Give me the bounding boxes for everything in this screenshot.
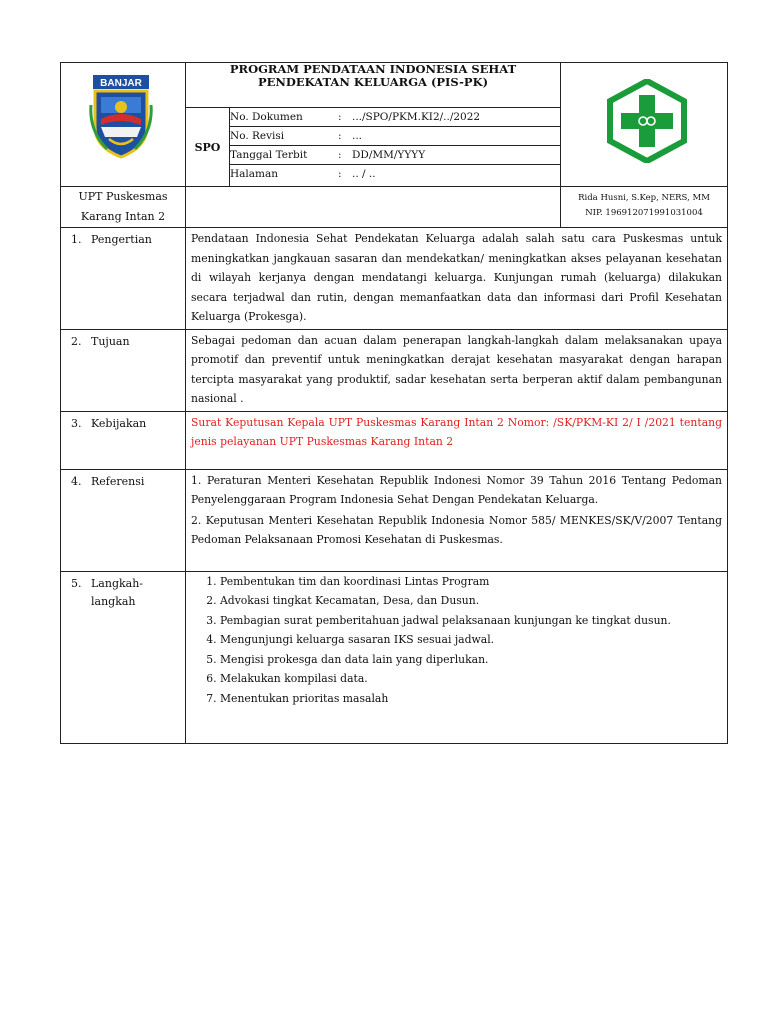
signature-space [186,187,561,228]
unit-name-cell [61,187,186,228]
section-number: 1. [71,233,82,246]
meta-key: Tanggal Terbit [230,146,338,165]
meta-separator: : [338,146,352,165]
section-title: Pengertian [91,233,152,246]
section-tujuan [61,329,728,411]
step-item: 3. Pembagian surat pemberitahuan jadwal pelaksanaan kunjungan ke tingkat dusun. [220,611,722,631]
section-number: 3. [71,416,82,430]
tujuan-text: Sebagai pedoman dan acuan dalam penerapan langkah-langkah dalam melaksanakan upaya promotif dan preventif untuk meningkatkan derajat kesehatan masyarakat dengan harapan tercipta masyarakat yang produktif, sadar kesehatan serta berperan aktif dalam pembangunan nasional . [186,329,728,411]
unit-line-2: Karang Intan 2 [80,210,166,223]
meta-value: DD/MM/YYYY [352,146,560,165]
spo-label: SPO [186,108,230,187]
section-referensi [61,469,728,571]
meta-row-revision [230,127,560,146]
section-kebijakan [61,411,728,469]
meta-row-doc-number [230,108,560,127]
meta-key: Halaman [230,165,338,184]
step-item: 4. Mengunjungi keluarga sasaran IKS sesuai jadwal. [220,630,722,650]
section-label [61,469,186,571]
emblem-text: BANJAR [100,78,142,89]
section-label [61,329,186,411]
section-number: 2. [71,334,82,348]
meta-key: No. Revisi [230,127,338,146]
referensi-item: 2. Keputusan Menteri Kesehatan Republik Indonesia Nomor 585/ MENKES/SK/V/2007 Tentang Pedoman Pelaksanaan Promosi Kesehatan di Puskesmas. [191,513,723,546]
section-label [61,228,186,330]
section-title: Referensi [91,474,145,488]
steps-list [186,572,722,709]
section-title: Kebijakan [91,416,147,430]
puskesmas-logo-cell [561,63,728,187]
section-langkah [61,571,728,743]
signer-nip: NIP. 196912071991031004 [585,208,703,218]
section-title: Langkah- [91,576,144,590]
section-number: 5. [71,576,82,590]
kebijakan-text: Surat Keputusan Kepala UPT Puskesmas Karang Intan 2 Nomor: /SK/PKM-KI 2/ I /2021 tentang jenis pelayanan UPT Puskesmas Karang Intan 2 [186,411,728,469]
document-meta [230,108,561,187]
section-pengertian [61,228,728,330]
section-number: 4. [71,474,82,488]
meta-separator: : [338,127,352,146]
referensi-item: 1. Peraturan Menteri Kesehatan Republik Indonesi Nomor 39 Tahun 2016 Tentang Pedoman Penyelenggaraan Program Indonesia Sehat Dengan Pendekatan Keluarga. [191,473,723,506]
title-line-1: PROGRAM PENDATAAN INDONESIA SEHAT [229,62,517,76]
unit-line-1: UPT Puskesmas [78,190,168,203]
section-title: Tujuan [91,334,130,348]
meta-row-page [230,165,560,184]
puskesmas-cross-logo-icon [605,79,689,163]
step-item: 6. Melakukan kompilasi data. [220,669,722,689]
document-title [186,63,561,108]
meta-value: ... [352,127,560,146]
pengertian-text: Pendataan Indonesia Sehat Pendekatan Keluarga adalah salah satu cara Puskesmas untuk meningkatkan jangkauan sasaran dan mendekatkan/ meningkatkan akses pelayanan kesehatan di wilayah kerjanya dengan mendatangi keluarga. Kunjungan rumah (keluarga) dilakukan secara terjadwal dan rutin, dengan memanfaatkan data dan informasi dari Profil Kesehatan Keluarga (Prokesga). [186,228,728,330]
meta-separator: : [338,108,352,127]
banjar-emblem-icon [87,75,155,159]
langkah-cell [186,571,728,743]
meta-value: .. / .. [352,165,560,184]
step-item: 5. Mengisi prokesga dan data lain yang diperlukan. [220,650,722,670]
section-label [61,571,186,743]
banjar-emblem-cell [61,63,186,187]
meta-value: .../SPO/PKM.KI2/../2022 [352,108,560,127]
step-item: 7. Menentukan prioritas masalah [220,689,722,709]
meta-key: No. Dokumen [230,108,338,127]
meta-table [230,108,560,183]
step-item: 1. Pembentukan tim dan koordinasi Lintas Program [220,572,722,592]
step-item: 2. Advokasi tingkat Kecamatan, Desa, dan Dusun. [220,591,722,611]
section-label [61,411,186,469]
section-title-continued: langkah [91,594,136,608]
title-line-2: PENDEKATAN KELUARGA (PIS-PK) [257,75,489,89]
meta-separator: : [338,165,352,184]
spo-table [60,62,728,744]
signer-cell [561,187,728,228]
signer-name: Rida Husni, S.Kep, NERS, MM [578,193,710,203]
referensi-list [186,469,728,571]
meta-row-issue-date [230,146,560,165]
